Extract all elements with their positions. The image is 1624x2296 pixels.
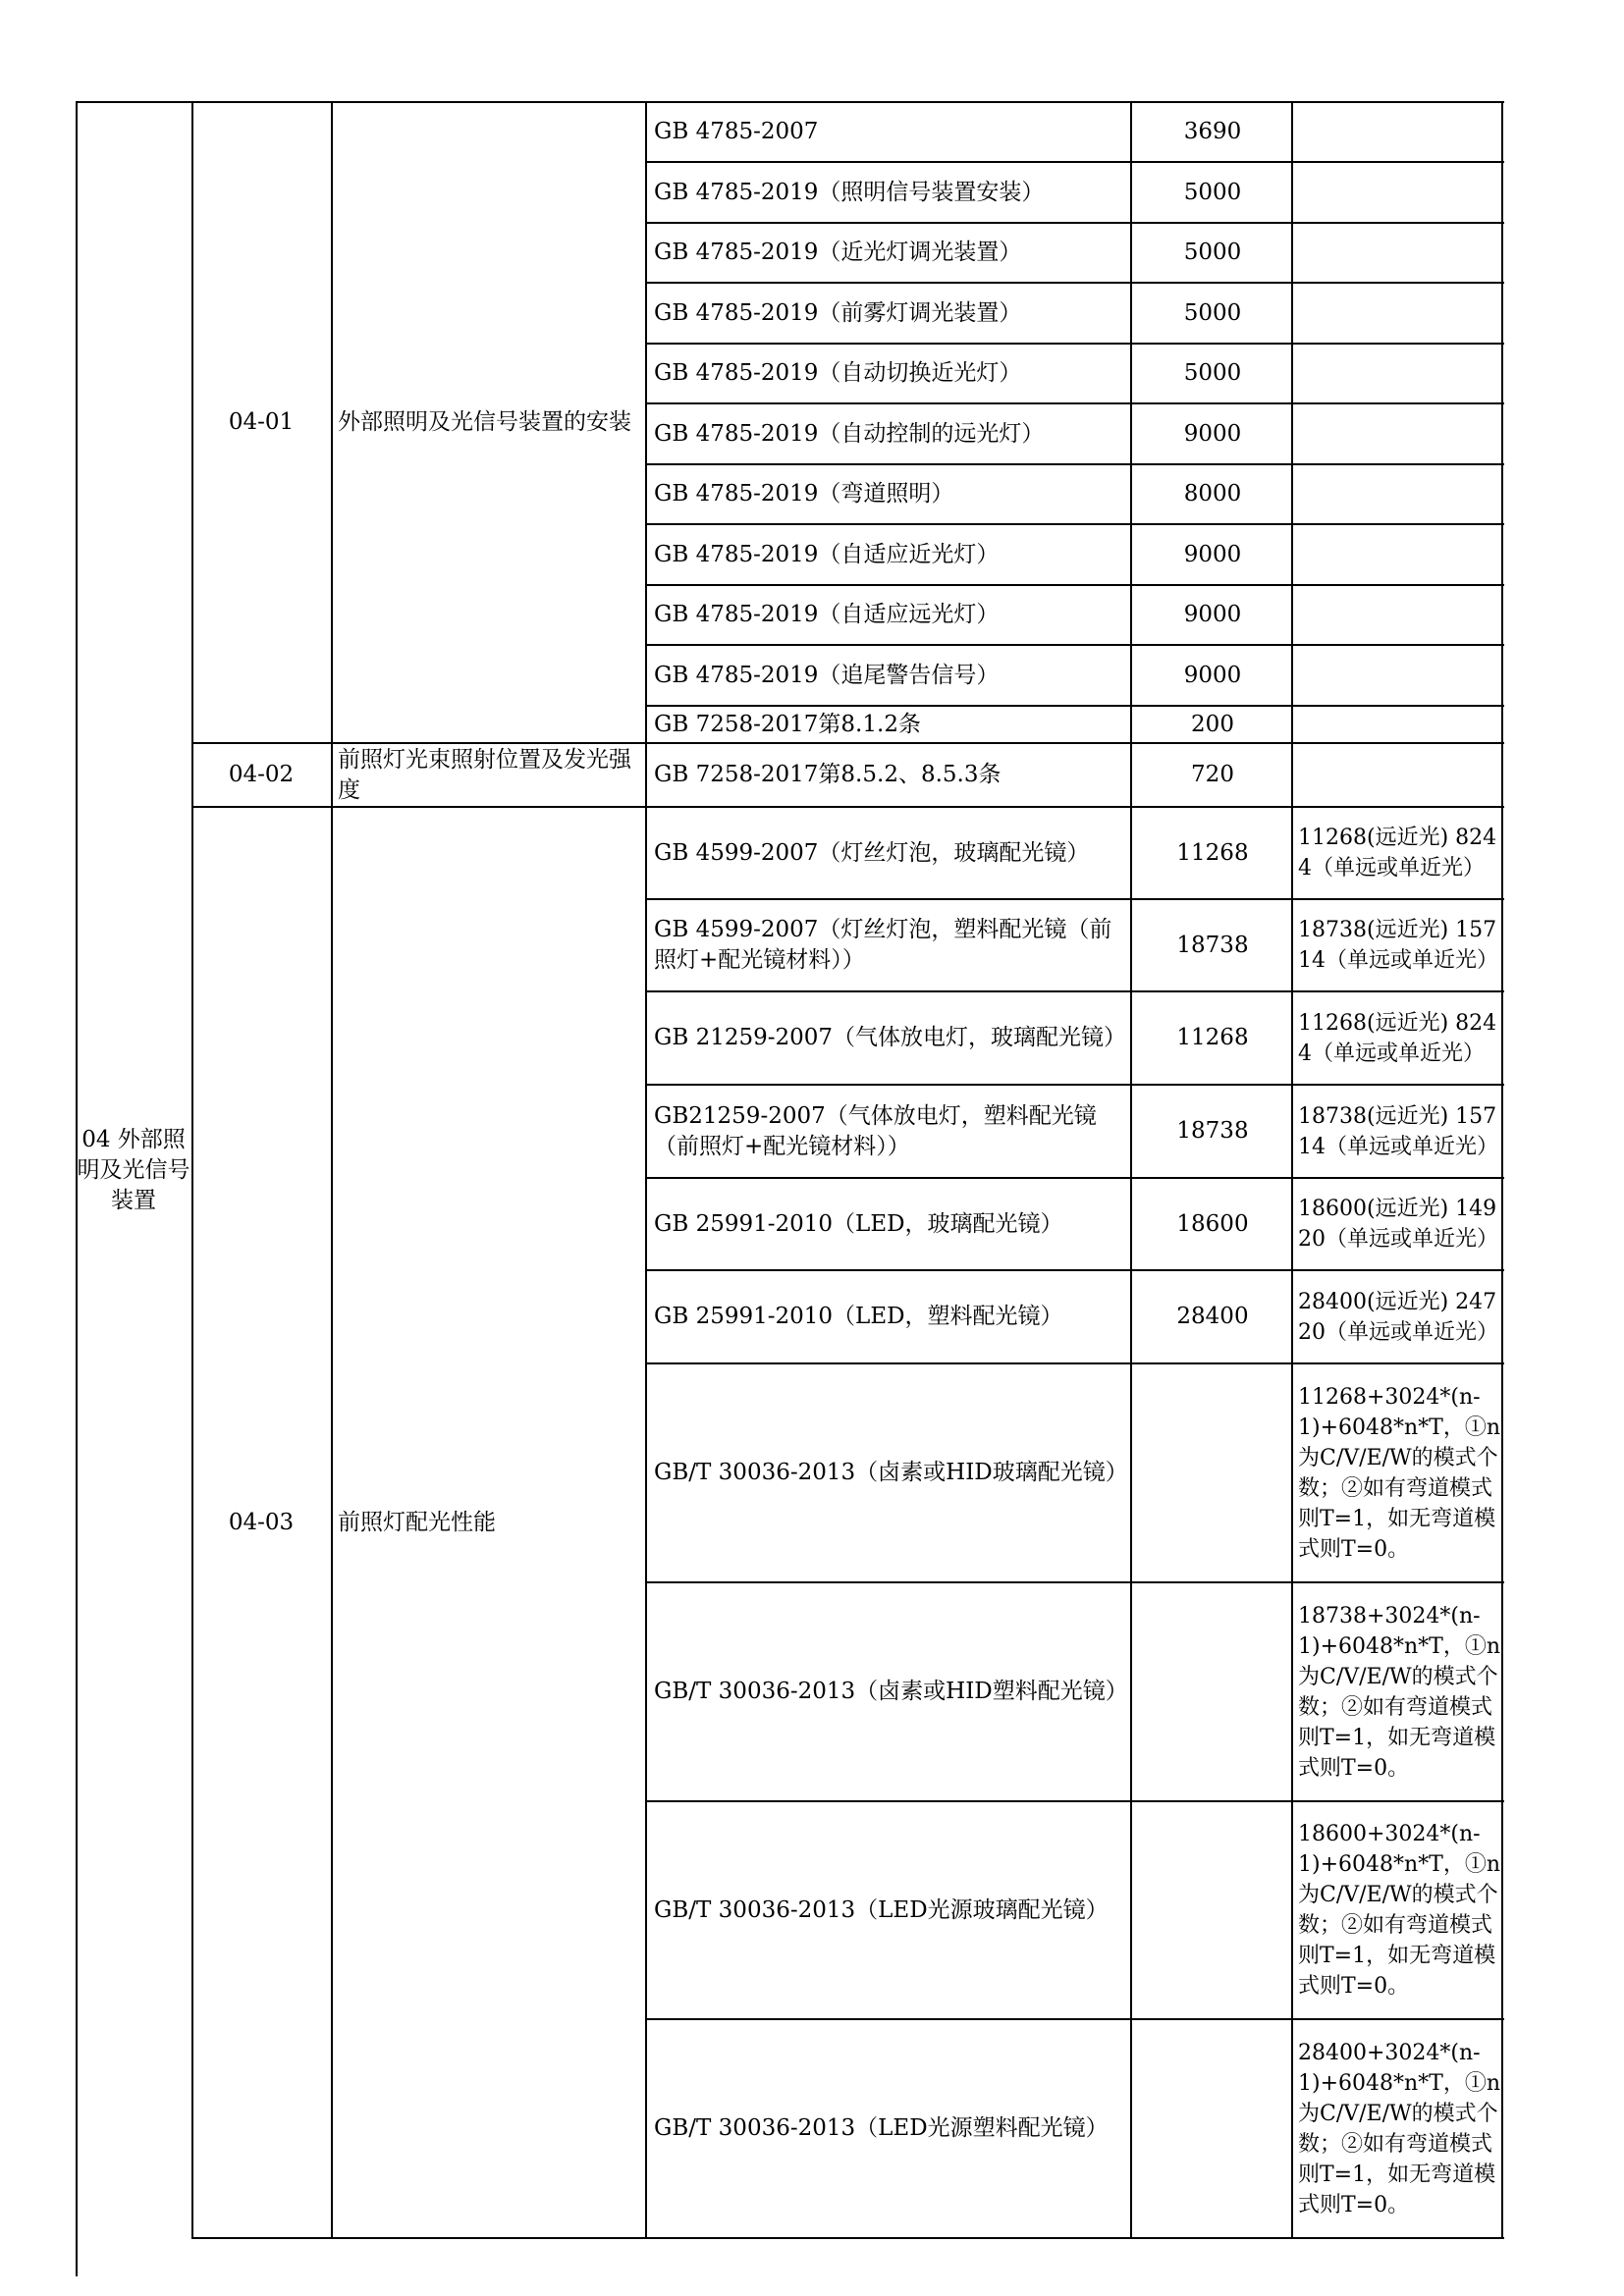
note-cell-text: 18738(远近光) 15714（单远或单近光） <box>1298 1103 1498 1159</box>
fee-cell-text: 11268 <box>1176 839 1249 866</box>
fee-cell-text: 9000 <box>1183 662 1242 688</box>
fee-cell-text: 5000 <box>1183 240 1242 265</box>
group-code-cell-text: 04-03 <box>228 1509 295 1535</box>
fee-cell <box>1133 103 1292 161</box>
note-cell <box>1294 808 1502 898</box>
standard-cell <box>648 707 1129 742</box>
standard-cell-text: GB 4599-2007（灯丝灯泡，玻璃配光镜） <box>654 839 1090 866</box>
note-cell <box>1294 345 1502 402</box>
standard-cell <box>648 163 1129 222</box>
fee-cell <box>1133 525 1292 584</box>
fee-cell <box>1133 1179 1292 1269</box>
standard-cell <box>648 525 1129 584</box>
standard-cell <box>648 992 1129 1084</box>
note-cell <box>1294 744 1502 806</box>
note-cell <box>1294 900 1502 990</box>
fee-cell <box>1133 744 1292 806</box>
standard-cell <box>648 2020 1129 2237</box>
fee-cell-text: 28400 <box>1176 1304 1249 1329</box>
standard-cell-text: GB 25991-2010（LED，玻璃配光镜） <box>654 1210 1063 1237</box>
note-cell <box>1294 1086 1502 1177</box>
note-cell <box>1294 1583 1502 1800</box>
table-top-border <box>77 101 1504 103</box>
standard-cell <box>648 1364 1129 1581</box>
standard-cell-text: GB/T 30036-2013（LED光源玻璃配光镜） <box>654 1896 1109 1923</box>
fee-cell-text: 18738 <box>1176 932 1249 958</box>
note-cell <box>1294 2020 1502 2237</box>
standard-cell-text: GB/T 30036-2013（卤素或HID玻璃配光镜） <box>654 1460 1128 1485</box>
standard-cell <box>648 646 1129 705</box>
column-border <box>1501 101 1503 2239</box>
standard-cell <box>648 1271 1129 1362</box>
standard-cell <box>648 103 1129 161</box>
fee-cell-text: 9000 <box>1183 541 1242 567</box>
note-cell <box>1294 224 1502 282</box>
column-border <box>191 101 193 2239</box>
note-cell <box>1294 465 1502 523</box>
standard-cell-text: GB/T 30036-2013（LED光源塑料配光镜） <box>654 2115 1109 2141</box>
group-item-cell-text: 外部照明及光信号装置的安装 <box>338 409 631 435</box>
fee-cell-text: 9000 <box>1183 420 1242 447</box>
fee-cell-text: 3690 <box>1183 119 1242 144</box>
note-cell <box>1294 404 1502 463</box>
note-cell-text: 18600(远近光) 14920（单远或单近光） <box>1298 1197 1498 1252</box>
column-border <box>76 101 78 2276</box>
group-item-cell <box>334 807 646 2238</box>
standard-cell <box>648 345 1129 402</box>
note-cell <box>1294 284 1502 343</box>
standard-cell <box>648 284 1129 343</box>
note-cell <box>1294 1179 1502 1269</box>
note-cell <box>1294 1271 1502 1362</box>
note-cell <box>1294 1364 1502 1581</box>
group-item-cell-text: 前照灯配光性能 <box>338 1509 496 1535</box>
note-cell <box>1294 646 1502 705</box>
fee-cell <box>1133 1271 1292 1362</box>
fee-cell <box>1133 1802 1292 2018</box>
standard-cell-text: GB 4785-2019（前雾灯调光装置） <box>654 299 1022 326</box>
table-bottom-border <box>192 2237 1504 2239</box>
standard-cell-text: GB 4785-2019（照明信号装置安装） <box>654 179 1045 205</box>
note-cell <box>1294 586 1502 644</box>
group-code-cell <box>192 102 330 743</box>
standard-cell <box>648 808 1129 898</box>
standard-cell <box>648 224 1129 282</box>
note-cell <box>1294 1802 1502 2018</box>
standard-cell-text: GB 21259-2007（气体放电灯，玻璃配光镜） <box>654 1025 1127 1050</box>
standard-cell <box>648 1086 1129 1177</box>
fee-cell-text: 11268 <box>1176 1025 1249 1050</box>
fee-cell <box>1133 345 1292 402</box>
standard-cell-text: GB 4785-2019（追尾警告信号） <box>654 662 1000 688</box>
standard-cell <box>648 1802 1129 2018</box>
standard-cell-text: GB 4785-2019（自动控制的远光灯） <box>654 420 1045 447</box>
group-item-cell <box>334 743 646 807</box>
fee-cell <box>1133 646 1292 705</box>
note-cell-text: 11268(远近光) 8244（单远或单近光） <box>1298 1010 1497 1066</box>
note-cell <box>1294 163 1502 222</box>
column-border <box>1291 101 1293 2239</box>
group-item-cell-text: 前照灯光束照射位置及发光强度 <box>338 746 631 803</box>
standard-cell-text: GB 4599-2007（灯丝灯泡，塑料配光镜（前照灯+配光镜材料）） <box>654 917 1112 973</box>
fee-cell-text: 5000 <box>1183 360 1242 386</box>
fee-cell <box>1133 900 1292 990</box>
note-cell <box>1294 525 1502 584</box>
standard-cell-text: GB 7258-2017第8.1.2条 <box>654 711 921 737</box>
standard-cell-text: GB 4785-2019（自适应近光灯） <box>654 541 1000 567</box>
standard-cell-text: GB 25991-2010（LED，塑料配光镜） <box>654 1304 1063 1329</box>
note-cell <box>1294 707 1502 742</box>
group-code-cell <box>192 807 330 2238</box>
fee-cell <box>1133 1364 1292 1581</box>
note-cell-text: 28400(远近光) 24720（单远或单近光） <box>1298 1289 1498 1345</box>
standard-cell-text: GB 4785-2019（近光灯调光装置） <box>654 240 1022 265</box>
fee-cell <box>1133 808 1292 898</box>
standard-cell-text: GB 4785-2019（自动切换近光灯） <box>654 360 1022 386</box>
fee-cell <box>1133 1583 1292 1800</box>
fee-cell-text: 200 <box>1191 711 1234 737</box>
group-code-cell-text: 04-01 <box>228 409 295 435</box>
standard-cell-text: GB21259-2007（气体放电灯，塑料配光镜（前照灯+配光镜材料）） <box>654 1102 1097 1159</box>
standard-cell-text: GB 4785-2007 <box>654 119 819 144</box>
note-cell-text: 18738+3024*(n-1)+6048*n*T，①n为C/V/E/W的模式个数；②如有弯道模式则T=1，如无弯道模式则T=0。 <box>1298 1603 1501 1781</box>
standard-cell <box>648 1179 1129 1269</box>
fee-cell-text: 5000 <box>1183 299 1242 326</box>
group-item-cell <box>334 102 646 743</box>
fee-cell <box>1133 1086 1292 1177</box>
note-cell-text: 18600+3024*(n-1)+6048*n*T，①n为C/V/E/W的模式个数；②如有弯道模式则T=1，如无弯道模式则T=0。 <box>1298 1822 1501 1999</box>
group-code-cell <box>192 743 330 807</box>
standard-cell-text: GB 4785-2019（自适应远光灯） <box>654 602 1000 627</box>
category-cell-text: 04 外部照明及光信号装置 <box>77 1126 190 1213</box>
fee-cell <box>1133 707 1292 742</box>
fee-cell-text: 18738 <box>1176 1118 1249 1144</box>
fee-cell <box>1133 465 1292 523</box>
fee-cell-text: 9000 <box>1183 602 1242 627</box>
fee-cell <box>1133 586 1292 644</box>
standard-cell <box>648 465 1129 523</box>
standard-cell <box>648 1583 1129 1800</box>
fee-cell-text: 8000 <box>1183 481 1242 507</box>
standard-cell <box>648 586 1129 644</box>
fee-cell <box>1133 163 1292 222</box>
standard-cell <box>648 744 1129 806</box>
column-border <box>331 101 333 2239</box>
standard-cell-text: GB 7258-2017第8.5.2、8.5.3条 <box>654 762 1001 787</box>
fee-cell-text: 720 <box>1191 762 1234 787</box>
note-cell-text: 18738(远近光) 15714（单远或单近光） <box>1298 918 1498 973</box>
column-border <box>1130 101 1132 2239</box>
fee-cell <box>1133 284 1292 343</box>
category-cell <box>77 102 190 2238</box>
note-cell-text: 11268(远近光) 8244（单远或单近光） <box>1298 826 1497 881</box>
fee-cell <box>1133 224 1292 282</box>
column-border <box>645 101 647 2239</box>
fee-cell-text: 18600 <box>1176 1210 1249 1237</box>
standard-cell <box>648 404 1129 463</box>
standard-cell-text: GB/T 30036-2013（卤素或HID塑料配光镜） <box>654 1679 1128 1704</box>
note-cell <box>1294 992 1502 1084</box>
note-cell-text: 28400+3024*(n-1)+6048*n*T，①n为C/V/E/W的模式个数；②如有弯道模式则T=1，如无弯道模式则T=0。 <box>1298 2040 1501 2217</box>
note-cell <box>1294 103 1502 161</box>
standard-cell <box>648 900 1129 990</box>
fee-cell <box>1133 2020 1292 2237</box>
note-cell-text: 11268+3024*(n-1)+6048*n*T，①n为C/V/E/W的模式个数；②如有弯道模式则T=1，如无弯道模式则T=0。 <box>1298 1384 1501 1562</box>
group-code-cell-text: 04-02 <box>228 762 295 787</box>
standard-cell-text: GB 4785-2019（弯道照明） <box>654 481 954 507</box>
fee-cell <box>1133 992 1292 1084</box>
fee-cell-text: 5000 <box>1183 179 1242 205</box>
fee-cell <box>1133 404 1292 463</box>
